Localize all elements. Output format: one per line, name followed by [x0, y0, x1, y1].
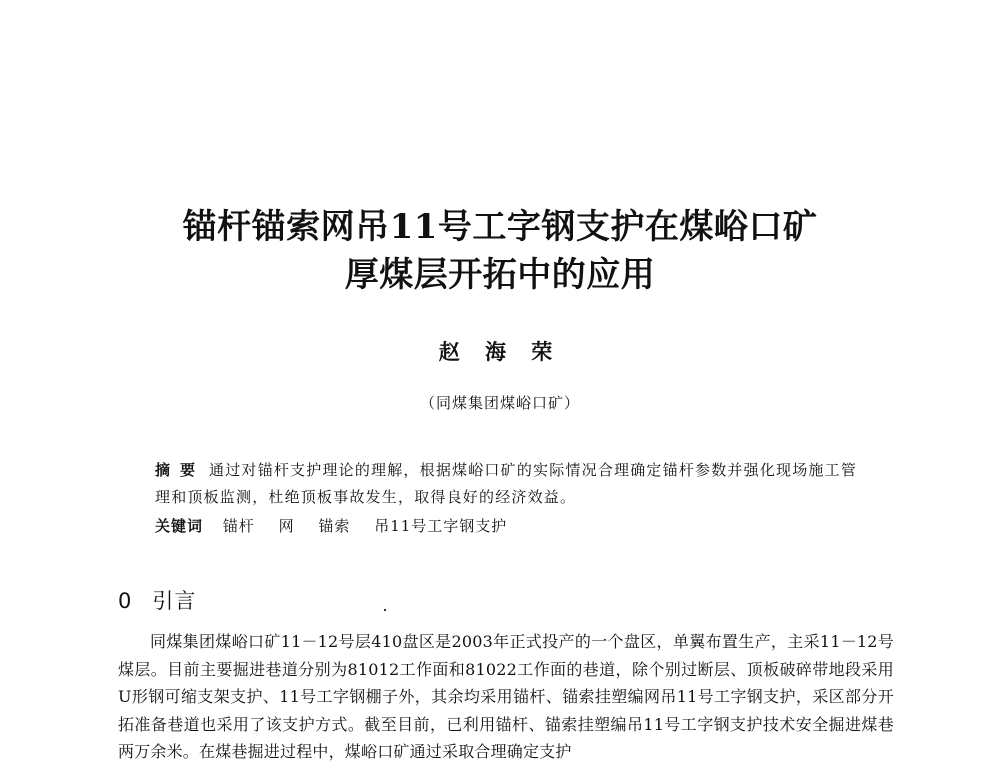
section-number: 0 — [118, 589, 133, 613]
abstract-label: 摘要 — [155, 461, 206, 479]
keywords — [155, 515, 525, 536]
abstract-text: 通过对锚杆支护理论的理解，根据煤峪口矿的实际情况合理确定锚杆参数并强化现场施工管理和顶板监测，杜绝顶板事故发生，取得良好的经济效益。 — [155, 461, 858, 506]
keyword: 吊11号工字钢支护 — [374, 517, 508, 535]
body-text — [118, 628, 894, 766]
keyword: 锚杆 — [222, 517, 255, 535]
paper-title-line-2: 厚煤层开拓中的应用 — [344, 255, 656, 295]
paper-title-line-1: 锚杆锚索网吊11号工字钢支护在煤峪口矿 — [182, 207, 818, 247]
keyword: 网 — [278, 517, 295, 535]
keyword: 锚索 — [318, 517, 351, 535]
author-affiliation: （同煤集团煤峪口矿） — [419, 394, 580, 412]
section-title: 引言 — [152, 589, 197, 613]
section-heading — [118, 585, 196, 615]
abstract — [155, 457, 860, 511]
keywords-label: 关键词 — [155, 517, 204, 535]
scan-speck — [384, 609, 386, 611]
body-paragraph: 同煤集团煤峪口矿11－12号层410盘区是2003年正式投产的一个盘区，单翼布置生产，主采11－12号煤层。目前主要掘进巷道分别为81012工作面和81022工作面的巷道，除个别过断层、顶板破碎带地段采用U形钢可缩支架支护、11号工字钢棚子外，其余均采用锚杆、锚索挂塑编网吊11号工字钢支护，采区部分开拓准备巷道也采用了该支护方式。截至目前，已利用锚杆、锚索挂塑编吊11号工字钢支护技术安全掘进煤巷两万余米。在煤巷掘进过程中，煤峪口矿通过采取合理确定支护 — [118, 632, 894, 761]
author-name: 赵 海 荣 — [438, 339, 562, 364]
